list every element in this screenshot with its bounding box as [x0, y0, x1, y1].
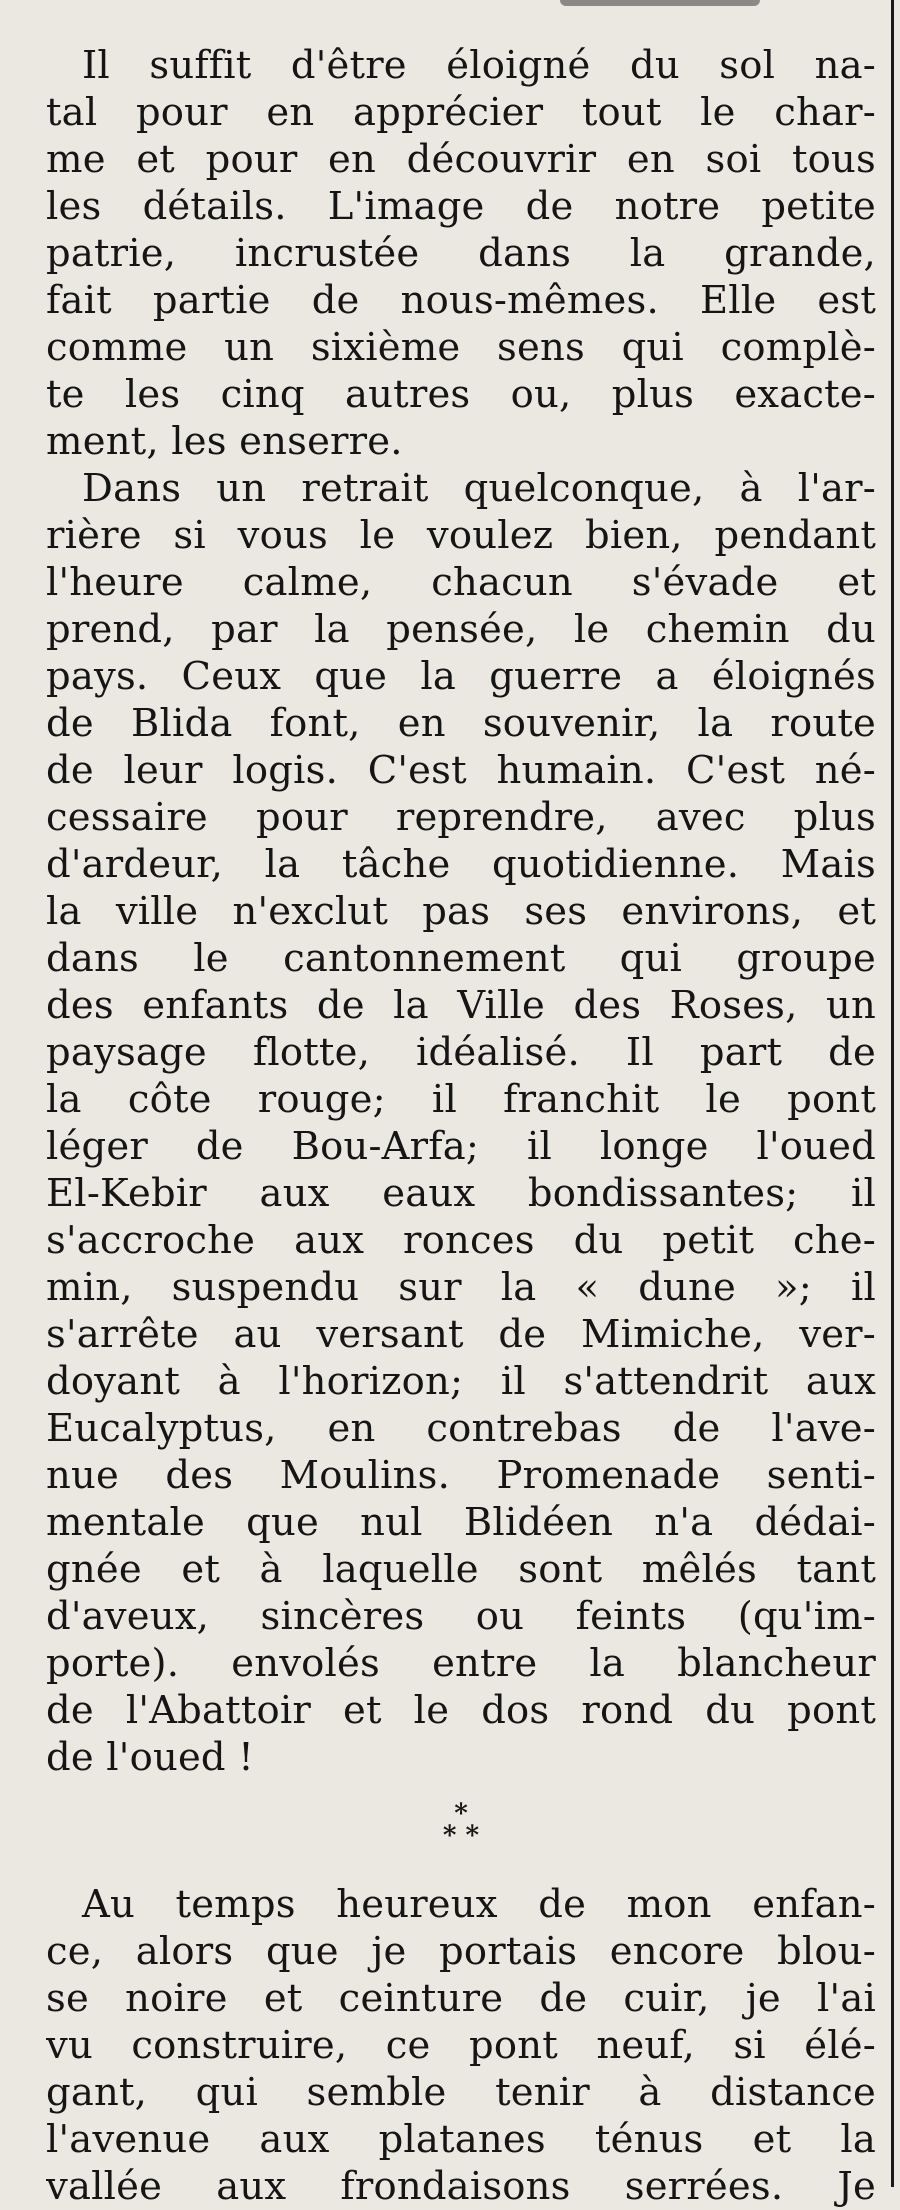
text-line: fait partie de nous-mêmes. Elle est	[46, 278, 876, 323]
text-line: de l'Abattoir et le dos rond du pont	[46, 1688, 876, 1733]
text-line: léger de Bou-Arfa; il longe l'oued	[46, 1124, 876, 1169]
text-line: ment, les enserre.	[46, 419, 403, 464]
text-line: la ville n'exclut pas ses environs, et	[46, 889, 876, 934]
text-line: cessaire pour reprendre, avec plus	[46, 795, 876, 840]
text-line: mentale que nul Blidéen n'a dédai-	[46, 1500, 876, 1545]
text-line: prend, par la pensée, le chemin du	[46, 607, 876, 652]
article-column	[46, 42, 876, 2210]
text-line: Dans un retrait quelconque, à l'ar-	[82, 466, 876, 511]
text-line: l'heure calme, chacun s'évade et	[46, 560, 876, 605]
text-line: d'ardeur, la tâche quotidienne. Mais	[46, 842, 876, 887]
asterism-top: *	[454, 1799, 468, 1829]
text-line: des enfants de la Ville des Roses, un	[46, 983, 876, 1028]
column-rule	[891, 0, 894, 2187]
text-line: gant, qui semble tenir à distance	[46, 2070, 876, 2115]
text-line: min, suspendu sur la « dune »; il	[46, 1265, 876, 1310]
text-line: ce, alors que je portais encore blou-	[46, 1929, 876, 1974]
paragraph-3	[46, 1881, 876, 2210]
text-line: comme un sixième sens qui complè-	[46, 325, 876, 370]
cut-off-header-fragment	[560, 0, 760, 6]
text-line: vu construire, ce pont neuf, si élé-	[46, 2023, 876, 2068]
text-line: la côte rouge; il franchit le pont	[46, 1077, 876, 1122]
section-separator	[46, 1781, 876, 1881]
text-line: de l'oued !	[46, 1735, 254, 1780]
text-line: pays. Ceux que la guerre a éloignés	[46, 654, 876, 699]
asterism	[431, 1799, 491, 1851]
text-line: El-Kebir aux eaux bondissantes; il	[46, 1171, 876, 1216]
text-line: patrie, incrustée dans la grande,	[46, 231, 876, 276]
text-line: les détails. L'image de notre petite	[46, 184, 876, 229]
text-line: s'accroche aux ronces du petit che-	[46, 1218, 876, 1263]
text-line: me et pour en découvrir en soi tous	[46, 137, 876, 182]
text-line: Au temps heureux de mon enfan-	[82, 1882, 876, 1927]
text-line: Il suffit d'être éloigné du sol na-	[82, 43, 876, 88]
text-line: Eucalyptus, en contrebas de l'ave-	[46, 1406, 876, 1451]
text-line: l'avenue aux platanes ténus et la	[46, 2117, 876, 2162]
text-line: dans le cantonnement qui groupe	[46, 936, 876, 981]
text-line: gnée et à laquelle sont mêlés tant	[46, 1547, 876, 1592]
text-line: s'arrête au versant de Mimiche, ver-	[46, 1312, 876, 1357]
text-line: doyant à l'horizon; il s'attendrit aux	[46, 1359, 876, 1404]
text-line: nue des Moulins. Promenade senti-	[46, 1453, 876, 1498]
text-line: porte). envolés entre la blancheur	[46, 1641, 876, 1686]
text-line: d'aveux, sincères ou feints (qu'im-	[46, 1594, 876, 1639]
paragraph-1	[46, 42, 876, 465]
text-line: vallée aux frondaisons serrées. Je	[46, 2164, 876, 2209]
text-line: rière si vous le voulez bien, pendant	[46, 513, 876, 558]
text-line: tal pour en apprécier tout le char-	[46, 90, 876, 135]
text-line: de leur logis. C'est humain. C'est né-	[46, 748, 876, 793]
text-line: se noire et ceinture de cuir, je l'ai	[46, 1976, 876, 2021]
paragraph-2	[46, 465, 876, 1781]
asterism-bottom: * *	[442, 1821, 480, 1851]
text-line: paysage flotte, idéalisé. Il part de	[46, 1030, 876, 1075]
text-line: de Blida font, en souvenir, la route	[46, 701, 876, 746]
text-line: te les cinq autres ou, plus exacte-	[46, 372, 876, 417]
